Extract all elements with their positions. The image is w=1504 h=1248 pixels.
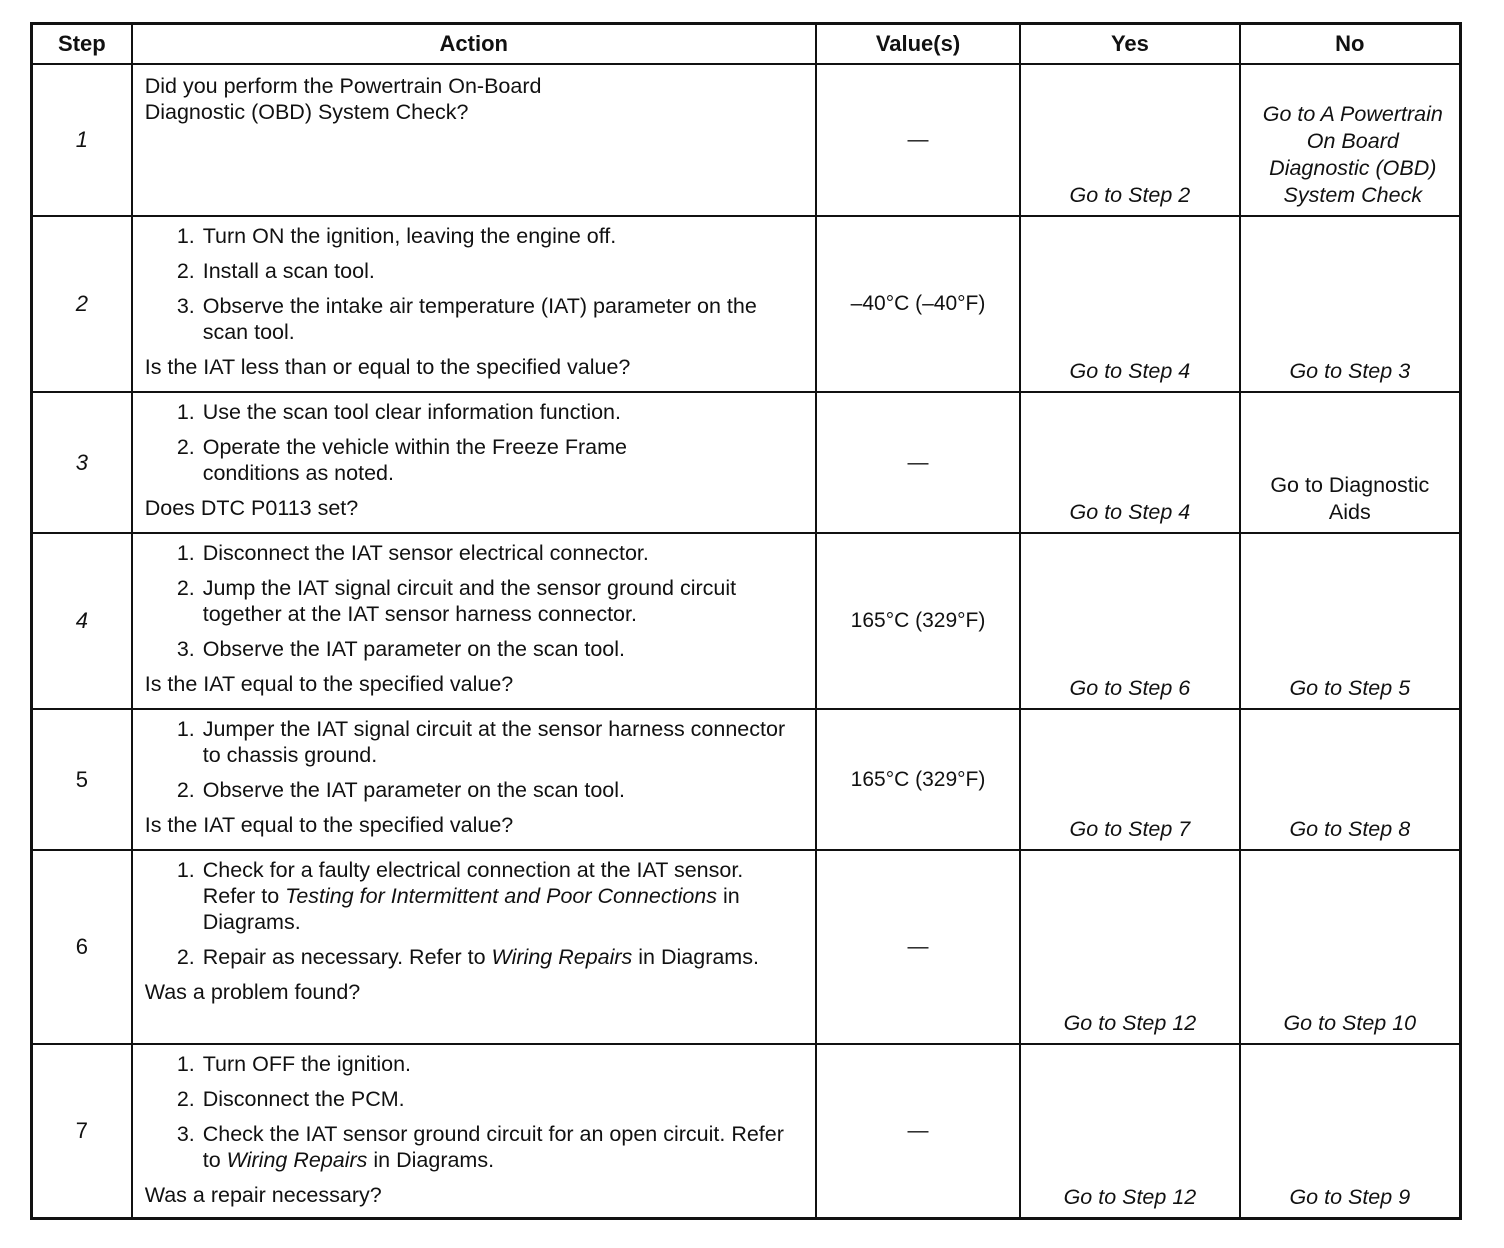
table-header-row [33, 25, 1459, 63]
yes-result: Go to Step 2 [1069, 183, 1191, 207]
action-steps-list [145, 223, 805, 345]
action-question: Is the IAT equal to the specified value? [144, 813, 514, 837]
no-result: Go to Step 8 [1289, 817, 1411, 841]
value-text: — [907, 935, 929, 958]
action-question: Was a repair necessary? [144, 1183, 382, 1207]
table-row-step-6 [33, 849, 1459, 1043]
no-result: Go to Step 5 [1289, 676, 1411, 700]
action-step: 1. Disconnect the IAT sensor electrical connector. [201, 540, 805, 566]
action-steps-list [145, 540, 805, 662]
value-text: 165°C (329°F) [850, 609, 986, 632]
no-result: Go to Step 9 [1289, 1185, 1411, 1209]
action-question: Is the IAT equal to the specified value? [144, 672, 514, 696]
action-step: 2. Operate the vehicle within the Freeze Frame conditions as noted. [201, 434, 715, 486]
table-row-step-4 [33, 532, 1459, 708]
action-question: Does DTC P0113 set? [144, 496, 359, 520]
step-number: 2 [75, 291, 88, 316]
value-text: — [907, 128, 929, 151]
action-step: 2. Jump the IAT signal circuit and the sensor ground circuit together at the IAT sensor harness connector. [201, 575, 805, 627]
action-step: 2. Repair as necessary. Refer to Wiring Repairs in Diagrams. [201, 944, 785, 970]
action-step: 1. Turn ON the ignition, leaving the engine off. [201, 223, 805, 249]
header-action: Action [131, 25, 815, 63]
yes-result: Go to Step 4 [1069, 500, 1191, 524]
header-values: Value(s) [815, 25, 1019, 63]
step-number: 6 [75, 934, 88, 959]
diagnostic-table [30, 22, 1462, 1220]
header-step: Step [58, 31, 106, 56]
yes-result: Go to Step 12 [1063, 1011, 1197, 1035]
step-number: 3 [75, 449, 88, 475]
action-steps-list [145, 399, 805, 486]
yes-result: Go to Step 12 [1063, 1185, 1197, 1209]
value-text: — [907, 1119, 929, 1142]
yes-result: Go to Step 4 [1069, 359, 1191, 383]
table-row-step-1 [33, 63, 1459, 215]
table-row-step-7 [33, 1043, 1459, 1217]
action-question: Was a problem found? [144, 980, 361, 1004]
action-question: Is the IAT less than or equal to the specified value? [144, 355, 631, 379]
table-row-step-2 [33, 215, 1459, 391]
action-step: 2. Observe the IAT parameter on the scan tool. [201, 777, 805, 803]
action-steps-list [145, 857, 805, 970]
action-steps-list [145, 716, 805, 803]
no-result: Go to Step 3 [1289, 359, 1411, 383]
step-number: 4 [75, 608, 88, 633]
action-step: 1. Turn OFF the ignition. [201, 1051, 785, 1077]
table-row-step-3 [33, 391, 1459, 532]
yes-result: Go to Step 7 [1069, 817, 1191, 841]
step-number: 5 [75, 766, 88, 792]
value-text: — [907, 450, 929, 474]
action-step: 3. Observe the intake air temperature (IAT) parameter on the scan tool. [201, 293, 805, 345]
header-yes: Yes [1019, 25, 1238, 63]
header-no: No [1239, 25, 1459, 63]
value-text: 165°C (329°F) [850, 767, 986, 791]
action-step: 3. Observe the IAT parameter on the scan tool. [201, 636, 805, 662]
table-row-step-5 [33, 708, 1459, 849]
step-number: 7 [75, 1118, 88, 1143]
yes-result: Go to Step 6 [1069, 676, 1191, 700]
value-text: –40°C (–40°F) [850, 292, 986, 315]
no-result: Go to Diagnostic Aids [1270, 473, 1430, 524]
action-steps-list [145, 1051, 805, 1173]
action-step: 3. Check the IAT sensor ground circuit for an open circuit. Refer to Wiring Repairs in Diagrams. [201, 1121, 785, 1173]
action-step: 2. Disconnect the PCM. [201, 1086, 785, 1112]
action-step: 1. Jumper the IAT signal circuit at the sensor harness connector to chassis ground. [201, 716, 805, 768]
action-step: 1. Use the scan tool clear information function. [201, 399, 715, 425]
no-result: Go to A Powertrain On Board Diagnostic (OBD) System Check [1262, 102, 1443, 207]
action-step: 2. Install a scan tool. [201, 258, 805, 284]
action-text: Did you perform the Powertrain On-Board Diagnostic (OBD) System Check? [144, 74, 542, 124]
step-number: 1 [75, 127, 88, 152]
no-result: Go to Step 10 [1283, 1011, 1417, 1035]
action-step: 1. Check for a faulty electrical connection at the IAT sensor. Refer to Testing for Intermittent and Poor Connections in Diagrams. [201, 857, 785, 935]
